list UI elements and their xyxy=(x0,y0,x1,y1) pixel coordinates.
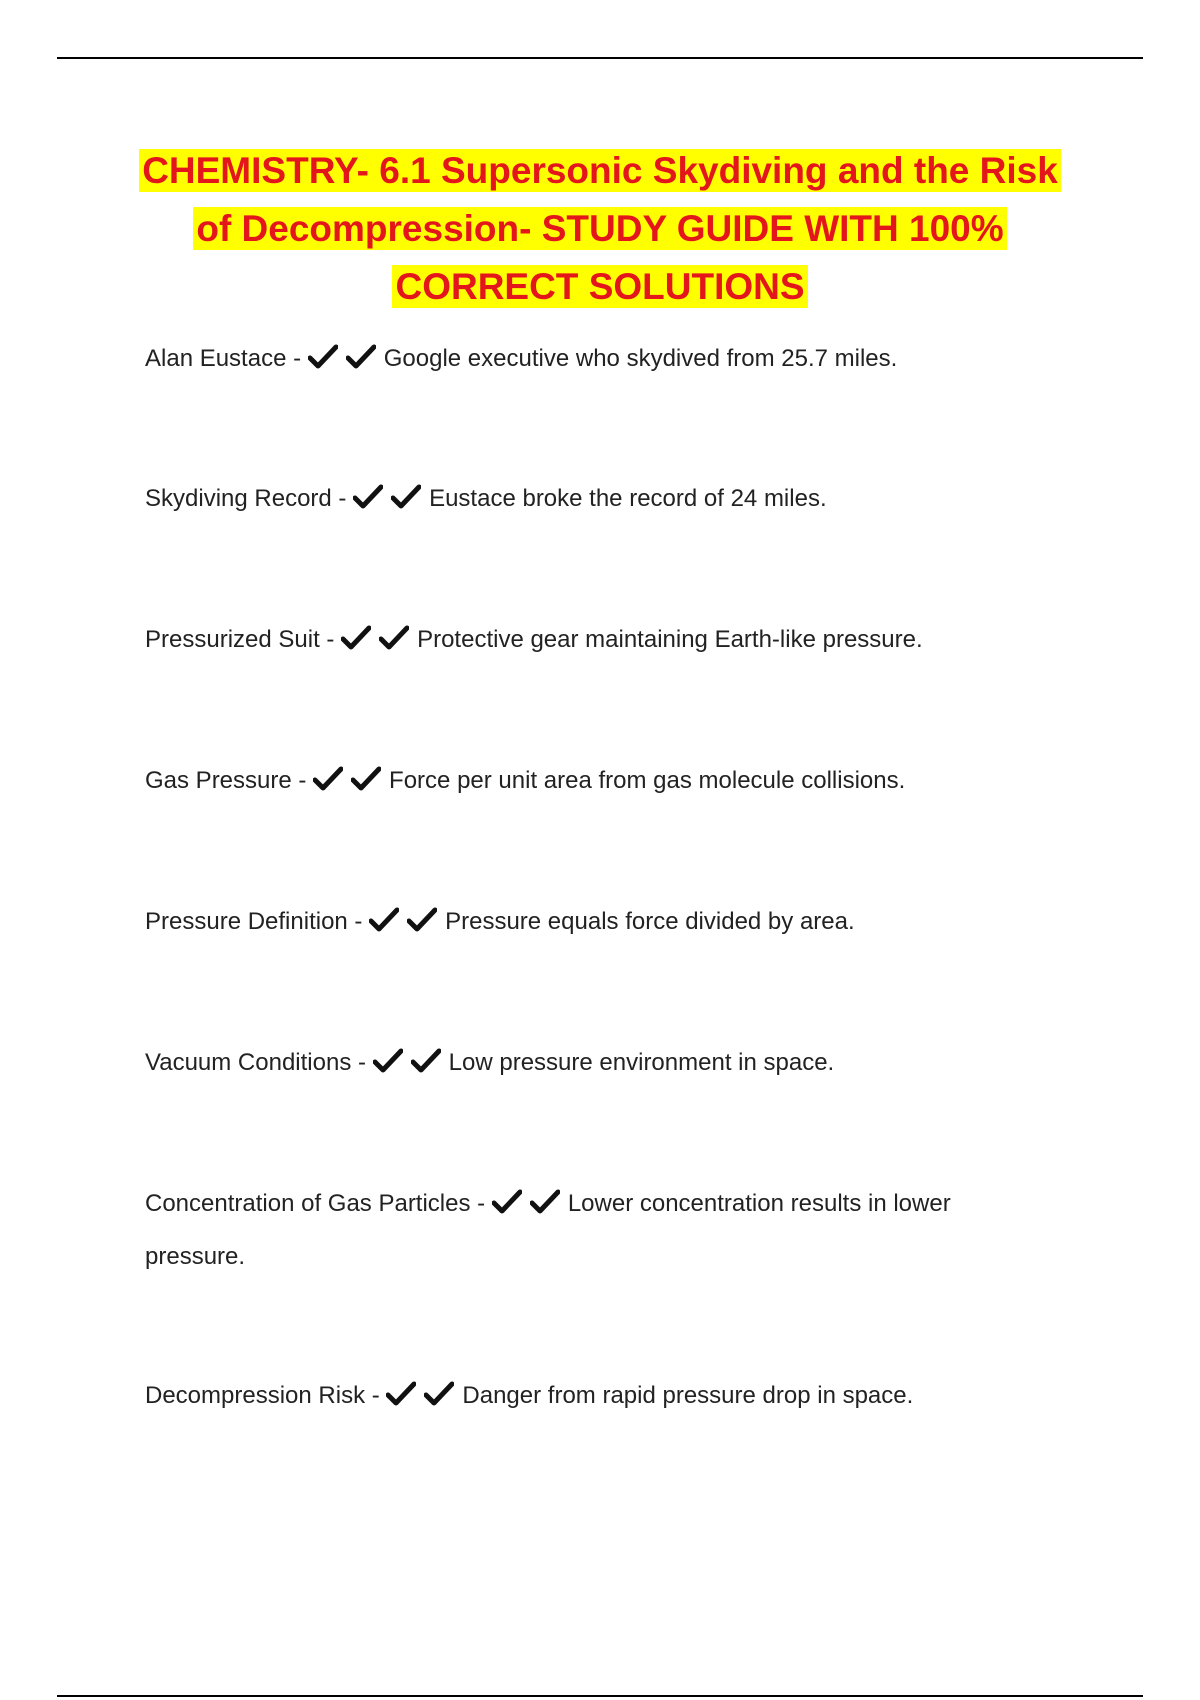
title-line: CHEMISTRY- 6.1 Supersonic Skydiving and the Risk xyxy=(139,149,1061,192)
study-entry xyxy=(145,1036,1045,1089)
entry-separator: - xyxy=(331,485,354,512)
study-entry xyxy=(145,332,1045,385)
checkmark-icon xyxy=(346,344,376,370)
checkmark-icon xyxy=(411,1048,441,1074)
entry-definition: Danger from rapid pressure drop in space. xyxy=(462,1382,914,1409)
checkmark-icon xyxy=(379,625,409,651)
entry-term: Alan Eustace xyxy=(145,345,287,372)
entry-term: Vacuum Conditions xyxy=(145,1049,352,1076)
entry-separator: - xyxy=(347,908,370,935)
document-title xyxy=(120,142,1080,316)
checkmark-icon xyxy=(341,625,371,651)
entry-definition: Force per unit area from gas molecule collisions. xyxy=(389,767,906,794)
study-entry xyxy=(145,895,1045,948)
entry-definition: Low pressure environment in space. xyxy=(448,1049,835,1076)
entry-definition: Eustace broke the record of 24 miles. xyxy=(429,485,827,512)
top-rule xyxy=(57,57,1143,59)
entry-term: Pressure Definition xyxy=(145,908,348,935)
checkmark-icon xyxy=(313,766,343,792)
entry-separator: - xyxy=(351,1049,373,1076)
study-entry xyxy=(145,1369,1045,1422)
entry-term: Decompression Risk xyxy=(145,1382,366,1409)
entry-separator: - xyxy=(286,345,308,372)
entry-term: Concentration of Gas Particles xyxy=(145,1190,471,1217)
checkmark-icon xyxy=(308,344,338,370)
checkmark-icon xyxy=(492,1189,522,1215)
checkmark-icon xyxy=(369,907,399,933)
entry-separator: - xyxy=(291,767,314,794)
entry-definition: Lower concentration results in lower pressure. xyxy=(145,1190,951,1270)
study-entry xyxy=(145,472,1045,525)
checkmark-icon xyxy=(530,1189,560,1215)
entry-definition: Protective gear maintaining Earth-like pressure. xyxy=(417,626,923,653)
bottom-rule xyxy=(57,1695,1143,1697)
entry-term: Gas Pressure xyxy=(145,767,292,794)
study-entry xyxy=(145,1177,1025,1283)
title-line: of Decompression- STUDY GUIDE WITH 100% xyxy=(193,207,1006,250)
checkmark-icon xyxy=(391,484,421,510)
checkmark-icon xyxy=(407,907,437,933)
checkmark-icon xyxy=(424,1381,454,1407)
entry-definition: Google executive who skydived from 25.7 miles. xyxy=(383,345,898,372)
study-entry xyxy=(145,754,1045,807)
entry-separator: - xyxy=(319,626,342,653)
entry-separator: - xyxy=(470,1190,492,1217)
checkmark-icon xyxy=(386,1381,416,1407)
study-entry xyxy=(145,613,1045,666)
entry-term: Pressurized Suit xyxy=(145,626,320,653)
entry-term: Skydiving Record xyxy=(145,485,332,512)
checkmark-icon xyxy=(373,1048,403,1074)
entry-definition: Pressure equals force divided by area. xyxy=(445,908,855,935)
checkmark-icon xyxy=(351,766,381,792)
title-line: CORRECT SOLUTIONS xyxy=(392,265,807,308)
checkmark-icon xyxy=(353,484,383,510)
entry-separator: - xyxy=(365,1382,387,1409)
